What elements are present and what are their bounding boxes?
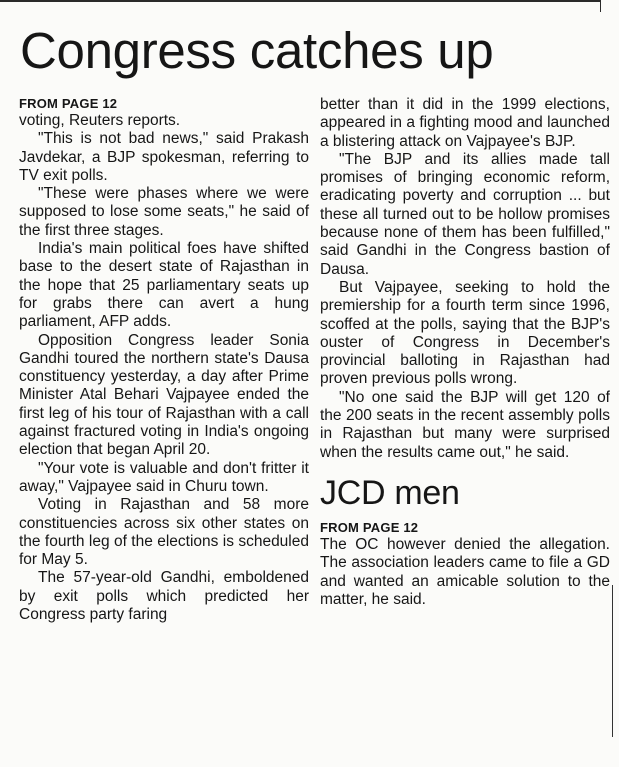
paragraph: India's main political foes have shifted base to the desert state of Rajasthan in the hope that 25 parliamentary seats up for grabs there can avert a hung parliament, AFP adds. [19,240,309,331]
paragraph: The 57-year-old Gandhi, emboldened by exit polls which predicted her Congress party faring [19,569,309,624]
paragraph: voting, Reuters reports. [19,112,181,129]
paragraph: Voting in Rajasthan and 58 more constituencies across six other states on the fourth leg of the elections is scheduled for May 5. [19,496,309,569]
paragraph: "Your vote is valuable and don't fritter it away," Vajpayee said in Churu town. [19,459,309,495]
paragraph: "This is not bad news," said Prakash Javdekar, a BJP spokesman, referring to TV exit polls. [19,130,309,184]
paragraph: "The BJP and its allies made tall promises of bringing economic reform, eradicating poverty and corruption ... but these all turned out to be hollow promises because none of them has been fulfilled," said Gandhi in the Congress bastion of Dausa. [320,150,610,278]
continued-from-kicker: FROM PAGE 12 [19,96,118,111]
continued-from-kicker: FROM PAGE 12 [320,519,419,535]
paragraph: "No one said the BJP will get 120 of the 200 seats in the recent assembly polls in Rajasthan but many were surprised when the results came out," he said. [320,388,610,461]
second-article-headline: JCD men [320,473,460,512]
paragraph: But Vajpayee, seeking to hold the premiership for a fourth term since 1996, scoffed at the polls, saying that the BJP's ouster of Congress in December's provincial balloting in Rajasthan had proven previous polls wrong. [320,278,610,388]
side-rule [600,0,601,12]
top-rule [0,0,600,2]
left-column [19,96,309,624]
paragraph: The OC however denied the allegation. The association leaders came to file a GD and wanted an amicable solution to the matter, he said. [320,535,610,608]
column-divider [612,585,613,737]
paragraph: better than it did in the 1999 elections, appeared in a fighting mood and launched a blistering attack on Vajpayee's BJP. [320,96,610,150]
right-column [320,96,610,609]
article-headline: Congress catches up [20,22,494,79]
paragraph: "These were phases where we were supposed to lose some seats," he said of the first three stages. [19,185,309,239]
paragraph: Opposition Congress leader Sonia Gandhi toured the northern state's Dausa constituency yesterday, a day after Prime Minister Atal Behari Vajpayee ended the first leg of his tour of Rajasthan with a call against fractured voting in India's ongoing election that began April 20. [19,331,309,459]
